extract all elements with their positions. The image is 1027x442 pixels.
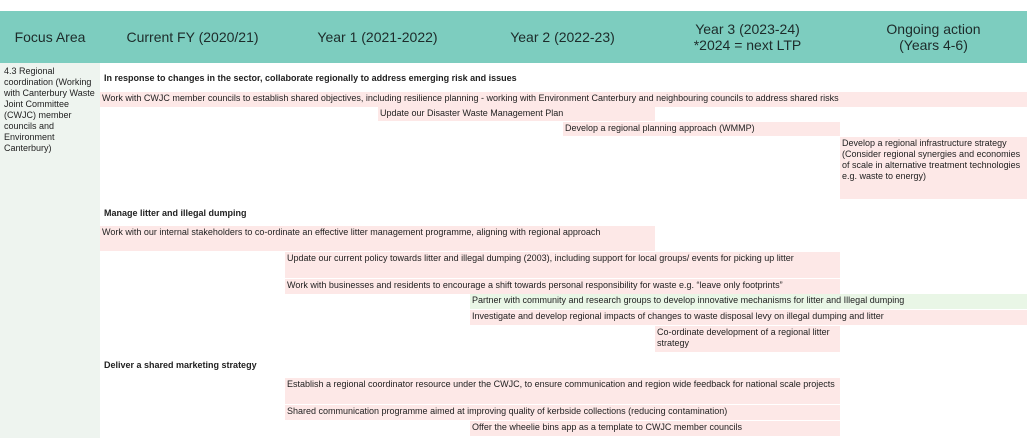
table-header: [0, 11, 1027, 63]
action-regional-infrastructure-strategy: Develop a regional infrastructure strategy (Consider regional synergies and economies of scale in alternative treatment technologies e.g. waste to energy): [840, 137, 1027, 199]
action-shared-communication: Shared communication programme aimed at improving quality of kerbside collections (reducing contamination): [285, 405, 840, 420]
header-year3-line1: Year 3 (2023-24): [695, 21, 800, 37]
header-focus-area: Focus Area: [14, 29, 86, 45]
header-year3-line2: *2024 = next LTP: [693, 37, 802, 53]
header-ongoing: [840, 11, 1027, 63]
action-update-litter-policy: Update our current policy towards litter and illegal dumping (2003), including support for local groups/ events for picking up litter: [285, 252, 840, 278]
action-regional-coordinator: Establish a regional coordinator resource under the CWJC, to ensure communication and region wide feedback for national scale projects: [285, 378, 840, 404]
header-year2: Year 2 (2022-23): [510, 29, 615, 45]
action-personal-responsibility: Work with businesses and residents to encourage a shift towards personal responsibility for waste e.g. “leave only footprints”: [285, 279, 840, 294]
action-investigate-levy-impacts: Investigate and develop regional impacts of changes to waste disposal levy on illegal dumping and litter: [470, 310, 1027, 325]
action-wheelie-bins-app: Offer the wheelie bins app as a template to CWJC member councils: [470, 421, 840, 436]
header-year1: Year 1 (2021-2022): [317, 29, 438, 45]
action-internal-stakeholders-litter: Work with our internal stakeholders to co-ordinate an effective litter management programme, aligning with regional approach: [100, 226, 655, 251]
header-current-fy: Current FY (2020/21): [126, 29, 259, 45]
action-disaster-waste-plan: Update our Disaster Waste Management Plan: [378, 107, 655, 121]
header-ongoing-line1: Ongoing action: [886, 21, 981, 37]
action-regional-planning-wmmp: Develop a regional planning approach (WMMP): [563, 122, 840, 136]
header-ongoing-line2: (Years 4-6): [899, 37, 968, 53]
action-cwjc-shared-objectives: Work with CWJC member councils to establish shared objectives, including resilience planning - working with Environment Canterbury and neighbouring councils to address shared risks: [100, 92, 1027, 107]
section-litter-dumping: Manage litter and illegal dumping: [104, 208, 247, 218]
section-shared-marketing: Deliver a shared marketing strategy: [104, 360, 257, 370]
focus-area-text: 4.3 Regional coordination (Working with Canterbury Waste Joint Committee (CWJC) member councils and Environment Canterbury): [4, 66, 95, 153]
action-partner-community-research: Partner with community and research groups to develop innovative mechanisms for litter and Illegal dumping: [470, 294, 1027, 309]
action-regional-litter-strategy: Co-ordinate development of a regional litter strategy: [655, 326, 840, 352]
section-regional-collaboration: In response to changes in the sector, collaborate regionally to address emerging risk and issues: [104, 73, 517, 83]
header-year3: [655, 11, 840, 63]
